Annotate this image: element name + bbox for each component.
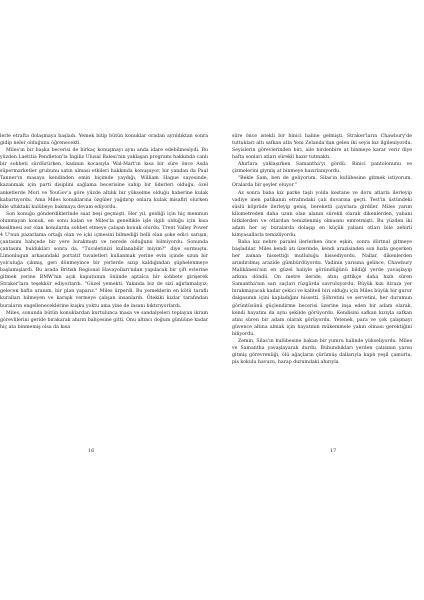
right-paragraph-2: Ahırlara yaklaşırken Samantha'yı gördü. Binici pantolonunu ve çizmelerini giymiş at binmeye hazırlanıyordu. bbox=[232, 162, 412, 175]
right-paragraph-1: süre önce istekli bir binici haline gelmişti. Straker'ların Chawbury'de tuttukları altı safkan atla Yeni Zelanda'dan gelen iki seyis kız ilgileniyordu. Seyislerin görevlerinden biri, aile birdenbire at binmeye karar verir diye hafta sonları atları sürekli hazır tutmaktı. bbox=[232, 134, 412, 161]
left-paragraph-2: Miles'ın bir başka becerisi de birkaç konuşmayı aynı anda idare edebilmesiydi. Bu yüzden Laetitia Pendleton'la İngiliz Ulusal Balesi'nin yaklaşan programı hakkında canlı bir sohbeti sürdürürken, kadının kocasıyla Wal-Mart'ın kısa bir süre önce Asda süpermarketler grubunu satın alması etkileri hakkında konuşuyor, bir yandan da Paul Tanner'ın masaya kendinden emin biçimde yaydığı, William Hague sayesinde, kazanmak için parti disiplini sağlama becerisine sahip bir liderleri olduğu, özel anketlerde Mori ve YouGov'a göre yüzde altılık bir yükselme olduğu haberine kulak kabartıyordu. Ama Miles konuklarına özgüler yağdırıp onlara kulak misafiri olurken bile ufuktaki kulübeye bakmaya devam ediyordu. bbox=[0, 148, 208, 210]
right-paragraph-4: Az sonra baba kız parke taşlı yolda kestane ve doru atlarla ilerleyip vadiye inen patikanın etrafındaki çalı duvarına geçti. Test'in üstündeki süslü köprüde ilerleyip geniş, bereketli çayırlara girdiler. Miles yarım kilometreden daha uzun olan alanın sürekli olarak dikenlerden, yabani bitkilerden ve otlardan temizlenmiş olmasını emretmişti. Bu yüzden iki adam her ay buralarda dolaşıp en küçük yabani otları bile zehirli kimyasallarla temizliyordu. bbox=[232, 190, 412, 238]
right-page bbox=[232, 133, 412, 433]
left-paragraph-1: lerle etrafta dolaşmaya başladı. Yemek bitip bütün konuklar oradan ayrıldıktan sonra gidip neler olduğunu öğrenecekti. bbox=[0, 134, 208, 147]
right-paragraph-3: "Bekle Sam, ben de geliyorum. Silas'ın kulübesine gitmek istiyorum. Oralarda bir şeyler oluyor." bbox=[232, 176, 412, 189]
right-paragraph-6: Zemin, Silas'ın kulübesine bakan bir yumru halinde yükseliyordu. Miles ve Samantha yavaşlayarak durdu. Buhundukları yerden çatısının yarısı gitmiş görevrenliği, ölü ağaçların çürümüş dallarıyla kaplı yeşil çamurlu, pis kokulu havuzu, harap durumdaki ahırıyla bbox=[232, 338, 412, 365]
right-paragraph-5: Baba kız nehre paralel ilerlerken önce eşkin, sonra dörtnal gitmeye başladılar. Miles kendi atı üzerinde, kendi arazisinden son hızla geçerken her zaman hissettiği mutluluğu hissediyordu. Nallar, dikenlerden arındırılmış arazide gümbürdüyordu. Vadinin yarısına gelince, Chawbury Malikânesi'nin en güzel haliyle göründüğünü bildiği yerde yavaşlayıp arkına döndü. On metre ileride, atını gittikçe daha hızlı süren Samantha'nın sarı saçları rüzgârda savruluyordu. Büyük kızı itiraza yer bırakmayacak kadar çekici ve kaliteli biri olduğu için Miles büyük bir gurur dalgasının içini kapladığını hissetti. Şöhretini ve servetini, her durumun görüntüsünü güçlendirme becerisi üzerine inşa eden bir adam olarak, kendi hayatını da aynı şekilde görüyordu. Kendisini safkan kızıyla safkan atını süren bir adam olarak görüyordu. Yetenek, para ve çok çalışmayı güvence altına almak için hayatının mükemmele yakın olması gerektiğini biliyordu. bbox=[232, 239, 412, 337]
left-paragraph-4: Miles, sonunda bütün konuklardan kurtulunca masa ve sandalyeleri toplayan ikram görevlilerini geride bırakarak ahırın bahçesine gitti. Onu altıncı doğum günüüne kadar hiç ata binmemiş olsa da kısa bbox=[0, 310, 208, 330]
page-number-left: 16 bbox=[88, 448, 95, 454]
page-number-right: 17 bbox=[330, 448, 337, 454]
left-paragraph-3: Son konuğu gönderdiklerinde saat beşi geçmişti. Her yıl, geldiği için hiç memnun olunmayan konuk, en sonu kalan ve Miles'la genellikle işle ilgili olduğu için kısa kesilmesi zor olan konularda sohbet etmeye çalışan konuk olurdu. Trent Valley Power 4 U'nun pazarlama ortağı olan ve içki içmesini bilmediği belli olan şoke edici sarışın, çantasını bahçede bir yere bırakmıştı ve nerede olduğunu bilmiyordu. Sonunda çantasını buldukları sonra da, "Tuvaletinizi kullanabilir miyim?" diye sormuştu. Limonlugun arkasındaki portatif tuvaletleri kullanmak yerine evin içinde uzun bir yolculuğa çıkmış, geri dönmeyince bir yerlerde sızıp kaldığından şüphelenmeye başlamışlardı. Bu arada British Regional Havayolları'ndan yapılacak bir çift evlerine gitmek yerine BMW'nin açık kaputunun önünde aptalca bir sohbete girişerek Straker'lara teşekkür ediyorlardı. "Güzel yemekti. Yakında biz de sizi ağırlamalıyız; geleceк hafta aranım, bir plan yaparız." Miles ürperdi. Bu yemeklerin en kötü taraflı kuralları bilmeyen ve karışık vermeye çalışan insanlardı. Ötekiki kızlar tarafından buraların engelleneceklerine kuşku yoktu ama yine de insanı bıktırıyorlardı. bbox=[0, 211, 208, 309]
left-page bbox=[0, 133, 208, 433]
